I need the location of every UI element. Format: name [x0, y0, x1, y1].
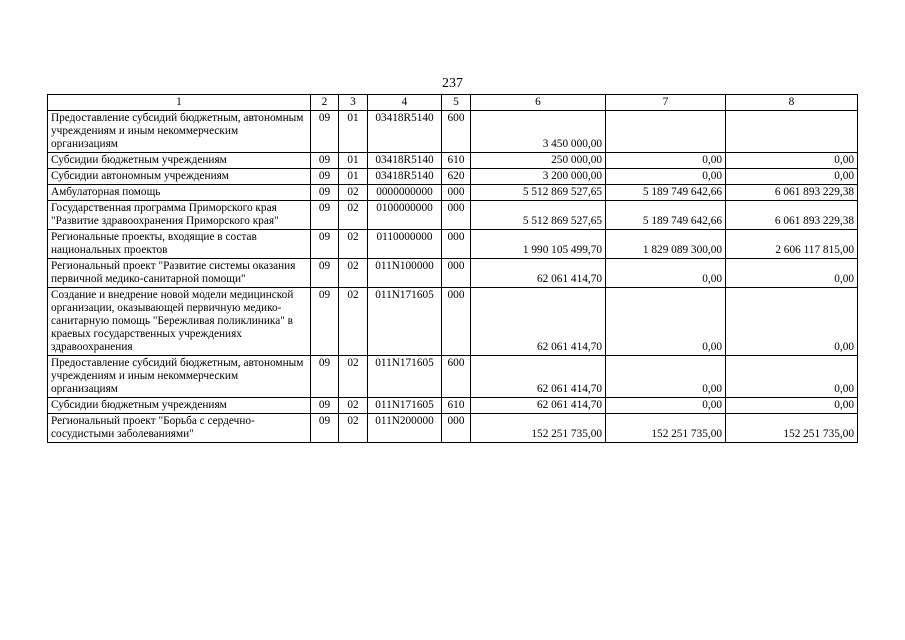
amount-col6-cell: 62 061 414,70 [471, 259, 606, 288]
amount-col7-cell [606, 111, 726, 153]
amount-col6-cell: 5 512 869 527,65 [471, 185, 606, 201]
amount-col6-cell: 250 000,00 [471, 153, 606, 169]
expense-type-cell: 620 [442, 169, 471, 185]
expense-type-cell: 000 [442, 288, 471, 356]
row-name-cell: Региональные проекты, входящие в состав национальных проектов [48, 230, 311, 259]
amount-col8-cell [726, 111, 858, 153]
row-name-cell: Региональный проект "Развитие системы оказания первичной медико-санитарной помощи" [48, 259, 311, 288]
target-article-cell: 0100000000 [368, 201, 442, 230]
section-code-cell: 09 [311, 259, 339, 288]
header-cell: 4 [368, 95, 442, 111]
subsection-code-cell: 02 [339, 201, 368, 230]
table-row [48, 356, 858, 398]
expense-type-cell: 600 [442, 111, 471, 153]
amount-col6-cell: 62 061 414,70 [471, 398, 606, 414]
amount-col8-cell: 0,00 [726, 356, 858, 398]
table-row [48, 153, 858, 169]
table-row [48, 414, 858, 443]
row-name-cell: Региональный проект "Борьба с сердечно-сосудистыми заболеваниями" [48, 414, 311, 443]
section-code-cell: 09 [311, 230, 339, 259]
page-number: 237 [442, 76, 463, 91]
target-article-cell: 0110000000 [368, 230, 442, 259]
table-row [48, 201, 858, 230]
amount-col8-cell: 2 606 117 815,00 [726, 230, 858, 259]
expense-type-cell: 610 [442, 398, 471, 414]
table-row [48, 288, 858, 356]
expense-type-cell: 600 [442, 356, 471, 398]
header-cell: 1 [48, 95, 311, 111]
subsection-code-cell: 01 [339, 111, 368, 153]
amount-col6-cell: 5 512 869 527,65 [471, 201, 606, 230]
header-cell: 2 [311, 95, 339, 111]
target-article-cell: 011N200000 [368, 414, 442, 443]
budget-table [47, 94, 858, 443]
row-name-cell: Предоставление субсидий бюджетным, автономным учреждениям и иным некоммерческим организациям [48, 356, 311, 398]
amount-col7-cell: 5 189 749 642,66 [606, 201, 726, 230]
table-row [48, 259, 858, 288]
amount-col8-cell: 0,00 [726, 259, 858, 288]
target-article-cell: 0000000000 [368, 185, 442, 201]
target-article-cell: 011N171605 [368, 288, 442, 356]
header-cell: 3 [339, 95, 368, 111]
table-row [48, 111, 858, 153]
section-code-cell: 09 [311, 414, 339, 443]
header-cell: 8 [726, 95, 858, 111]
amount-col8-cell: 0,00 [726, 288, 858, 356]
row-name-cell: Государственная программа Приморского края "Развитие здравоохранения Приморского края" [48, 201, 311, 230]
target-article-cell: 011N171605 [368, 356, 442, 398]
target-article-cell: 03418R5140 [368, 153, 442, 169]
row-name-cell: Амбулаторная помощь [48, 185, 311, 201]
amount-col6-cell: 3 200 000,00 [471, 169, 606, 185]
amount-col8-cell: 152 251 735,00 [726, 414, 858, 443]
amount-col6-cell: 152 251 735,00 [471, 414, 606, 443]
target-article-cell: 03418R5140 [368, 111, 442, 153]
section-code-cell: 09 [311, 398, 339, 414]
expense-type-cell: 000 [442, 230, 471, 259]
subsection-code-cell: 02 [339, 288, 368, 356]
amount-col7-cell: 1 829 089 300,00 [606, 230, 726, 259]
amount-col6-cell: 62 061 414,70 [471, 356, 606, 398]
target-article-cell: 011N100000 [368, 259, 442, 288]
amount-col7-cell: 5 189 749 642,66 [606, 185, 726, 201]
amount-col8-cell: 0,00 [726, 169, 858, 185]
amount-col8-cell: 0,00 [726, 153, 858, 169]
subsection-code-cell: 02 [339, 230, 368, 259]
expense-type-cell: 000 [442, 259, 471, 288]
target-article-cell: 03418R5140 [368, 169, 442, 185]
amount-col6-cell: 1 990 105 499,70 [471, 230, 606, 259]
subsection-code-cell: 02 [339, 185, 368, 201]
subsection-code-cell: 02 [339, 356, 368, 398]
table-row [48, 230, 858, 259]
amount-col7-cell: 0,00 [606, 169, 726, 185]
section-code-cell: 09 [311, 153, 339, 169]
section-code-cell: 09 [311, 185, 339, 201]
section-code-cell: 09 [311, 201, 339, 230]
target-article-cell: 011N171605 [368, 398, 442, 414]
table-row [48, 398, 858, 414]
table-row [48, 185, 858, 201]
table-row [48, 169, 858, 185]
subsection-code-cell: 02 [339, 259, 368, 288]
subsection-code-cell: 01 [339, 169, 368, 185]
amount-col6-cell: 62 061 414,70 [471, 288, 606, 356]
amount-col7-cell: 0,00 [606, 356, 726, 398]
amount-col7-cell: 0,00 [606, 259, 726, 288]
section-code-cell: 09 [311, 111, 339, 153]
header-cell: 7 [606, 95, 726, 111]
amount-col6-cell: 3 450 000,00 [471, 111, 606, 153]
amount-col8-cell: 0,00 [726, 398, 858, 414]
subsection-code-cell: 02 [339, 398, 368, 414]
subsection-code-cell: 02 [339, 414, 368, 443]
amount-col7-cell: 0,00 [606, 153, 726, 169]
row-name-cell: Субсидии бюджетным учреждениям [48, 398, 311, 414]
section-code-cell: 09 [311, 356, 339, 398]
amount-col7-cell: 0,00 [606, 288, 726, 356]
header-cell: 6 [471, 95, 606, 111]
expense-type-cell: 610 [442, 153, 471, 169]
row-name-cell: Субсидии бюджетным учреждениям [48, 153, 311, 169]
expense-type-cell: 000 [442, 201, 471, 230]
header-cell: 5 [442, 95, 471, 111]
header-row [48, 95, 858, 111]
expense-type-cell: 000 [442, 414, 471, 443]
amount-col7-cell: 0,00 [606, 398, 726, 414]
subsection-code-cell: 01 [339, 153, 368, 169]
section-code-cell: 09 [311, 169, 339, 185]
expense-type-cell: 000 [442, 185, 471, 201]
amount-col8-cell: 6 061 893 229,38 [726, 201, 858, 230]
row-name-cell: Создание и внедрение новой модели медицинской организации, оказывающей первичную медико-санитарную помощь "Бережливая поликлиника" в краевых государственных учреждениях здравоохранения [48, 288, 311, 356]
amount-col7-cell: 152 251 735,00 [606, 414, 726, 443]
row-name-cell: Предоставление субсидий бюджетным, автономным учреждениям и иным некоммерческим организациям [48, 111, 311, 153]
row-name-cell: Субсидии автономным учреждениям [48, 169, 311, 185]
amount-col8-cell: 6 061 893 229,38 [726, 185, 858, 201]
section-code-cell: 09 [311, 288, 339, 356]
